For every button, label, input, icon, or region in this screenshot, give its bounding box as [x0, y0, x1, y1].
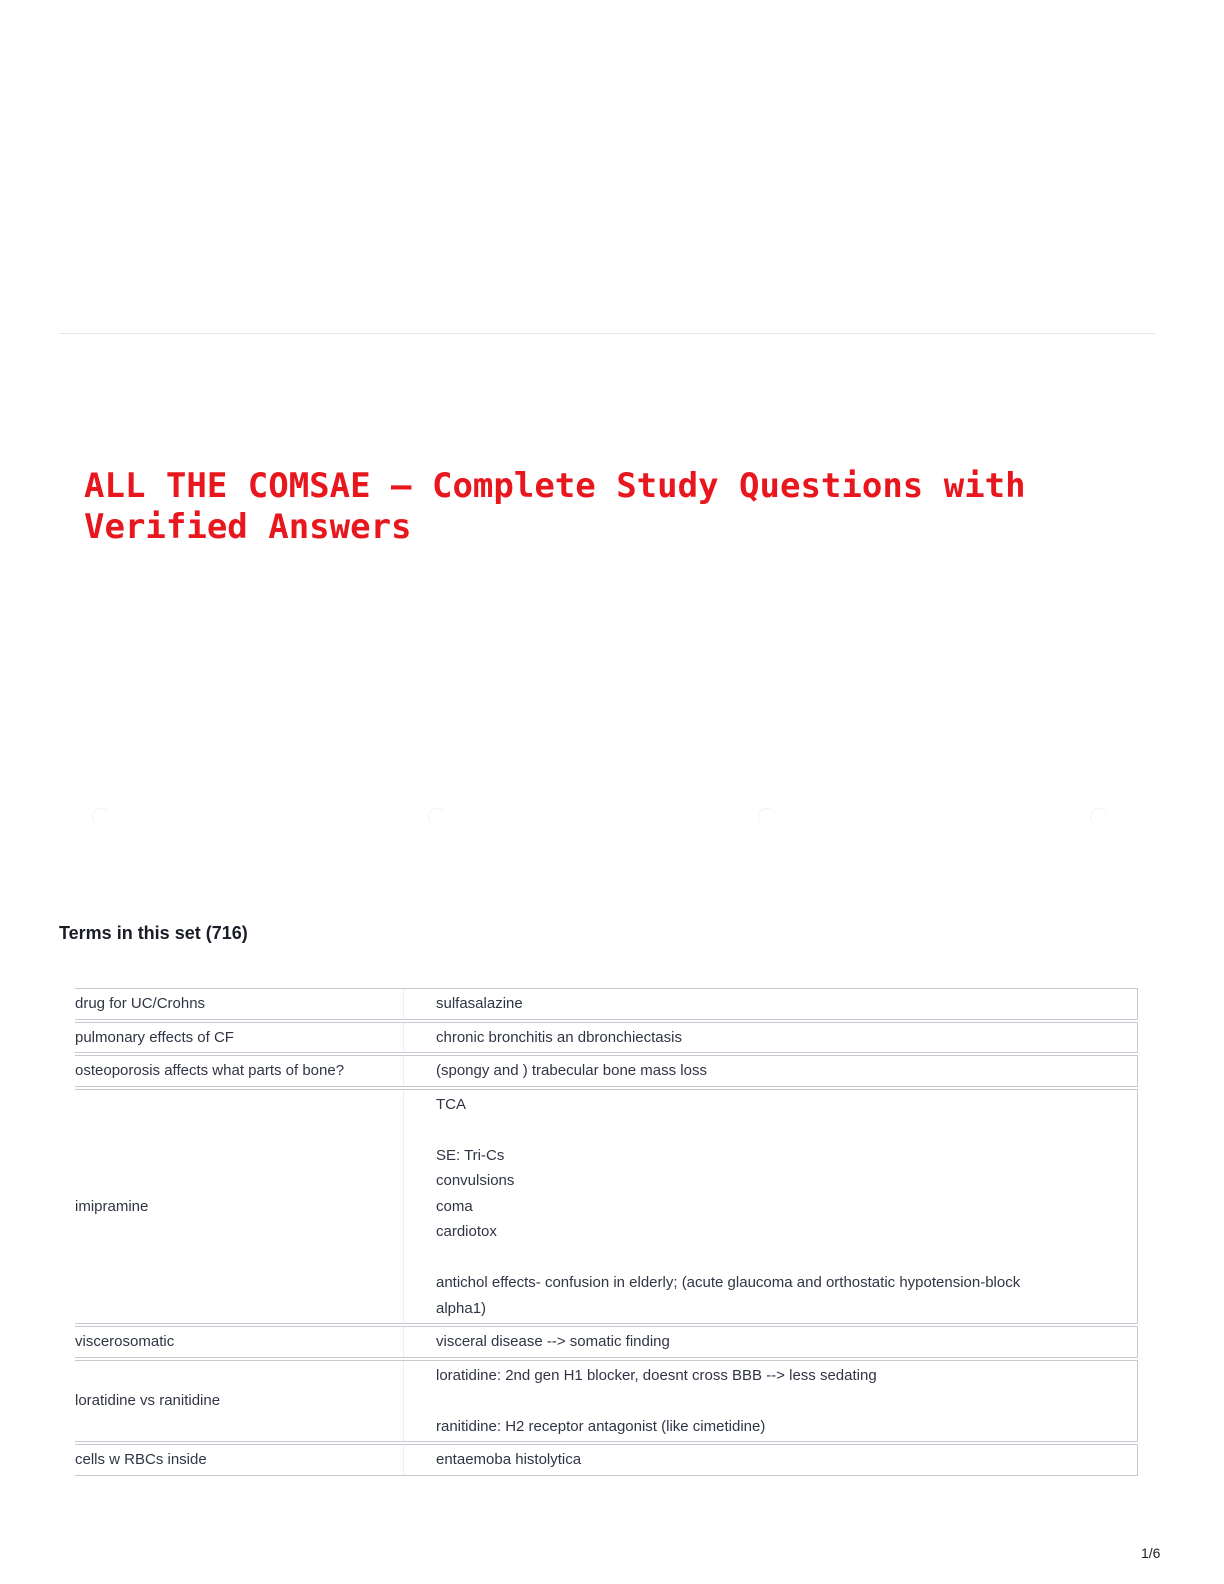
definition-text: visceral disease --> somatic finding	[436, 1333, 670, 1350]
term-text: cells w RBCs inside	[75, 1445, 404, 1475]
definition-text: sulfasalazine	[436, 995, 523, 1012]
term-text: viscerosomatic	[75, 1327, 404, 1357]
term-row	[75, 1444, 1138, 1476]
term-row	[75, 1022, 1138, 1054]
carousel-dot-icon	[1090, 808, 1108, 826]
term-text: drug for UC/Crohns	[75, 989, 404, 1019]
term-text: loratidine vs ranitidine	[75, 1361, 404, 1442]
definition-text: (spongy and ) trabecular bone mass loss	[436, 1062, 707, 1079]
carousel-dot-icon	[428, 808, 446, 826]
terms-table	[75, 988, 1138, 1478]
term-text: pulmonary effects of CF	[75, 1023, 404, 1053]
term-row	[75, 1360, 1138, 1443]
term-row	[75, 1326, 1138, 1358]
carousel-dot-icon	[758, 808, 776, 826]
definition-text: entaemoba histolytica	[436, 1451, 582, 1468]
definition-text: loratidine: 2nd gen H1 blocker, doesnt cross BBB --> less sedating ranitidine: H2 receptor antagonist (like cimetidine)	[436, 1366, 877, 1435]
carousel-indicators	[0, 808, 1224, 828]
term-text: imipramine	[75, 1090, 404, 1324]
definition-text: chronic bronchitis an dbronchiectasis	[436, 1028, 682, 1046]
terms-count-heading: Terms in this set (716)	[59, 923, 248, 943]
term-row	[75, 988, 1138, 1020]
term-text: osteoporosis affects what parts of bone?	[75, 1056, 404, 1086]
page-number: 1/6	[1141, 1545, 1161, 1561]
document-title: ALL THE COMSAE – Complete Study Questions with Verified Answers	[84, 466, 1026, 547]
term-row	[75, 1055, 1138, 1087]
term-row	[75, 1089, 1138, 1325]
carousel-dot-icon	[92, 808, 110, 826]
definition-text: TCA SE: Tri-Cs convulsions coma cardiotox antichol effects- confusion in elderly; (acute glaucoma and orthostatic hypotension-block alpha1)	[436, 1095, 1021, 1317]
top-divider	[59, 333, 1155, 334]
